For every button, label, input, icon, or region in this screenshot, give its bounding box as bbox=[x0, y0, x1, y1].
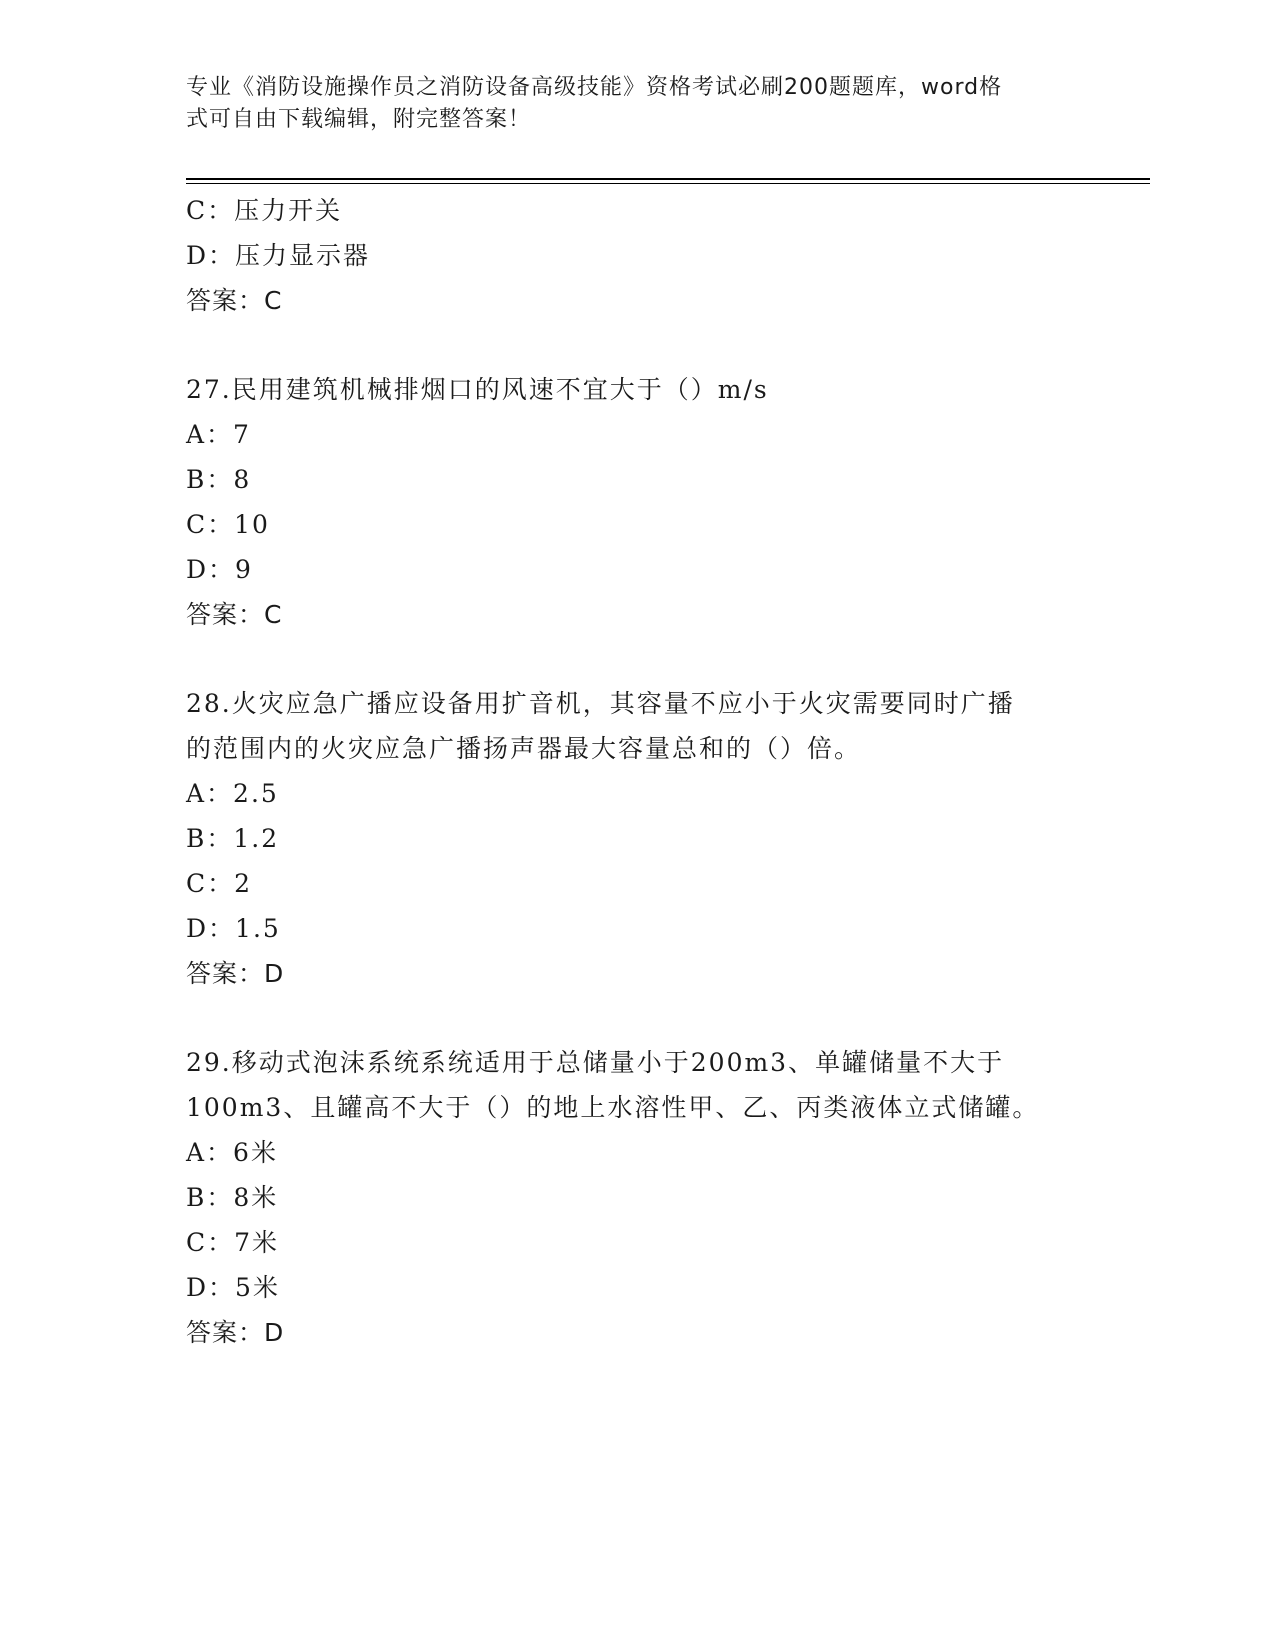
option-b: B：8米 bbox=[186, 1183, 279, 1212]
question-list bbox=[186, 188, 1086, 1355]
option-d: D：9 bbox=[186, 555, 253, 584]
header-divider-thin bbox=[186, 183, 1150, 184]
header-line-2: 式可自由下载编辑，附完整答案！ bbox=[186, 107, 532, 132]
option-b: B：1.2 bbox=[186, 824, 280, 853]
header-divider-thick bbox=[186, 178, 1150, 180]
spacer bbox=[186, 996, 1086, 1040]
spacer bbox=[186, 323, 1086, 367]
header-line-1: 专业《消防设施操作员之消防设备高级技能》资格考试必刷200题题库，word格 bbox=[186, 75, 1003, 100]
option-a: A：2.5 bbox=[186, 779, 279, 808]
question-stem bbox=[186, 681, 1086, 771]
stem-line: 28.火灾应急广播应设备用扩音机，其容量不应小于火灾需要同时广播 bbox=[186, 689, 1015, 718]
answer-line: 答案：C bbox=[186, 286, 283, 315]
option-c: C：压力开关 bbox=[186, 196, 343, 225]
stem-line: 的范围内的火灾应急广播扬声器最大容量总和的（）倍。 bbox=[186, 734, 862, 763]
option-d: D：5米 bbox=[186, 1273, 280, 1302]
question-29 bbox=[186, 1040, 1086, 1355]
option-d: D：1.5 bbox=[186, 914, 281, 943]
stem-line: 29.移动式泡沫系统系统适用于总储量小于200m3、单罐储量不大于 bbox=[186, 1048, 1005, 1077]
question-stem bbox=[186, 1040, 1086, 1130]
option-b: B：8 bbox=[186, 465, 252, 494]
option-c: C：7米 bbox=[186, 1228, 280, 1257]
stem-line: 27.民用建筑机械排烟口的风速不宜大于（）m/s bbox=[186, 375, 769, 404]
option-c: C：2 bbox=[186, 869, 253, 898]
option-d: D：压力显示器 bbox=[186, 241, 371, 270]
question-28 bbox=[186, 681, 1086, 996]
option-c: C：10 bbox=[186, 510, 270, 539]
answer-line: 答案：C bbox=[186, 600, 283, 629]
question-26-continued bbox=[186, 188, 1086, 323]
option-a: A：7 bbox=[186, 420, 251, 449]
answer-line: 答案：D bbox=[186, 959, 285, 988]
spacer bbox=[186, 637, 1086, 681]
question-stem bbox=[186, 367, 1086, 412]
option-a: A：6米 bbox=[186, 1138, 278, 1167]
question-27 bbox=[186, 367, 1086, 637]
stem-line: 100m3、且罐高不大于（）的地上水溶性甲、乙、丙类液体立式储罐。 bbox=[186, 1093, 1040, 1122]
document-header bbox=[186, 72, 1066, 136]
answer-line: 答案：D bbox=[186, 1318, 285, 1347]
